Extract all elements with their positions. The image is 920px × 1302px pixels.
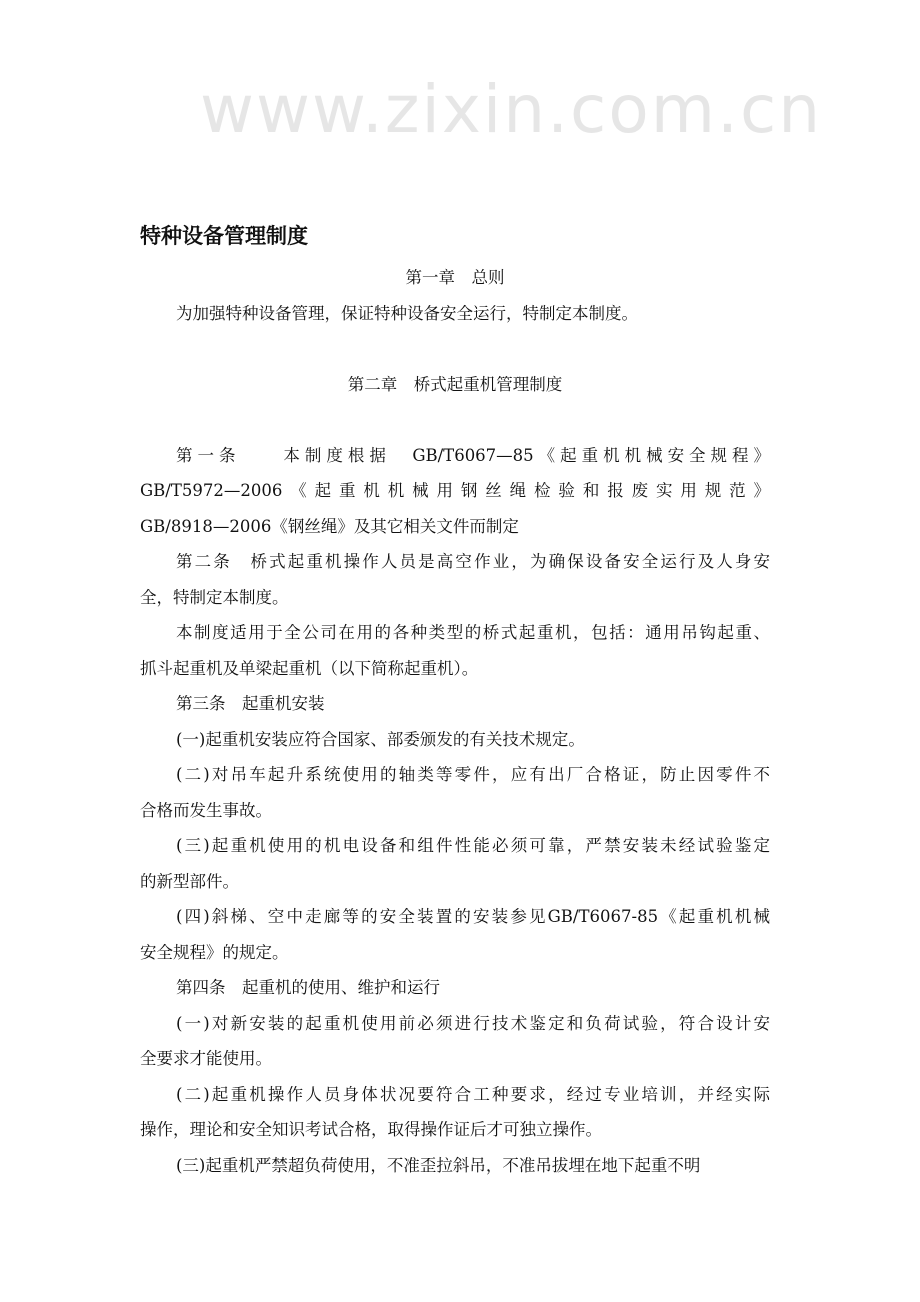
paragraph (140, 899, 770, 970)
paragraph-line: 本制度适用于全公司在用的各种类型的桥式起重机，包括：通用吊钩起重、 (176, 623, 770, 642)
paragraph-line: (一)起重机安装应符合国家、部委颁发的有关技术规定。 (176, 729, 585, 749)
spacer (140, 331, 770, 367)
paragraph-line: 抓斗起重机及单梁起重机（以下简称起重机）。 (140, 658, 479, 678)
chapter-2-heading: 第二章 桥式起重机管理制度 (347, 374, 563, 394)
paragraph-line: GB/T5972—2006《起重机机械用钢丝绳检验和报废实用规范》 (140, 481, 770, 500)
paragraph-line: 全要求才能使用。 (140, 1049, 272, 1068)
chapter-1-heading: 第一章 总则 (405, 268, 505, 287)
paragraph-line: (一)对新安装的起重机使用前必须进行技术鉴定和负荷试验，符合设计安 (176, 1013, 770, 1033)
document-title: 特种设备管理制度 (140, 224, 308, 248)
article-list (140, 438, 770, 1184)
paragraph-line: 安全规程》的规定。 (140, 942, 289, 962)
paragraph-line: (三)起重机严禁超负荷使用，不准歪拉斜吊，不准吊拔埋在地下起重不明 (176, 1155, 701, 1175)
paragraph (140, 1077, 770, 1148)
paragraph-line: 第三条 起重机安装 (176, 694, 325, 713)
paragraph (140, 544, 770, 615)
paragraph (140, 686, 770, 722)
paragraph (140, 1006, 770, 1077)
paragraph-line: 操作，理论和安全知识考试合格，取得操作证后才可独立操作。 (140, 1120, 602, 1139)
paragraph (140, 828, 770, 899)
paragraph-line: 第一条 本制度根据 GB/T6067—85《起重机机械安全规程》 (176, 445, 770, 465)
paragraph-line: 全，特制定本制度。 (140, 587, 289, 607)
paragraph-line: (四)斜梯、空中走廊等的安全装置的安装参见GB/T6067-85《起重机机械 (176, 907, 770, 926)
paragraph (140, 757, 770, 828)
paragraph (140, 1148, 770, 1184)
paragraph-line: 第二条 桥式起重机操作人员是高空作业，为确保设备安全运行及人身安 (176, 552, 770, 571)
paragraph-line: (二)起重机操作人员身体状况要符合工种要求，经过专业培训，并经实际 (176, 1084, 770, 1104)
paragraph-line: (三)起重机使用的机电设备和组件性能必须可靠，严禁安装未经试验鉴定 (176, 836, 770, 855)
paragraph-line: (二)对吊车起升系统使用的轴类等零件，应有出厂合格证，防止因零件不 (176, 765, 770, 784)
paragraph-line: 合格而发生事故。 (140, 800, 272, 820)
paragraph-line: 的新型部件。 (140, 871, 239, 891)
paragraph-line: GB/8918—2006《钢丝绳》及其它相关文件而制定 (140, 516, 519, 536)
paragraph (140, 615, 770, 686)
paragraph (140, 970, 770, 1006)
paragraph (140, 438, 770, 545)
spacer (140, 402, 770, 438)
chapter-1-paragraph: 为加强特种设备管理，保证特种设备安全运行，特制定本制度。 (176, 303, 638, 323)
watermark: www.zixin.com.cn (200, 71, 823, 148)
document-body (140, 260, 770, 1183)
paragraph (140, 722, 770, 758)
paragraph-line: 第四条 起重机的使用、维护和运行 (176, 978, 440, 997)
